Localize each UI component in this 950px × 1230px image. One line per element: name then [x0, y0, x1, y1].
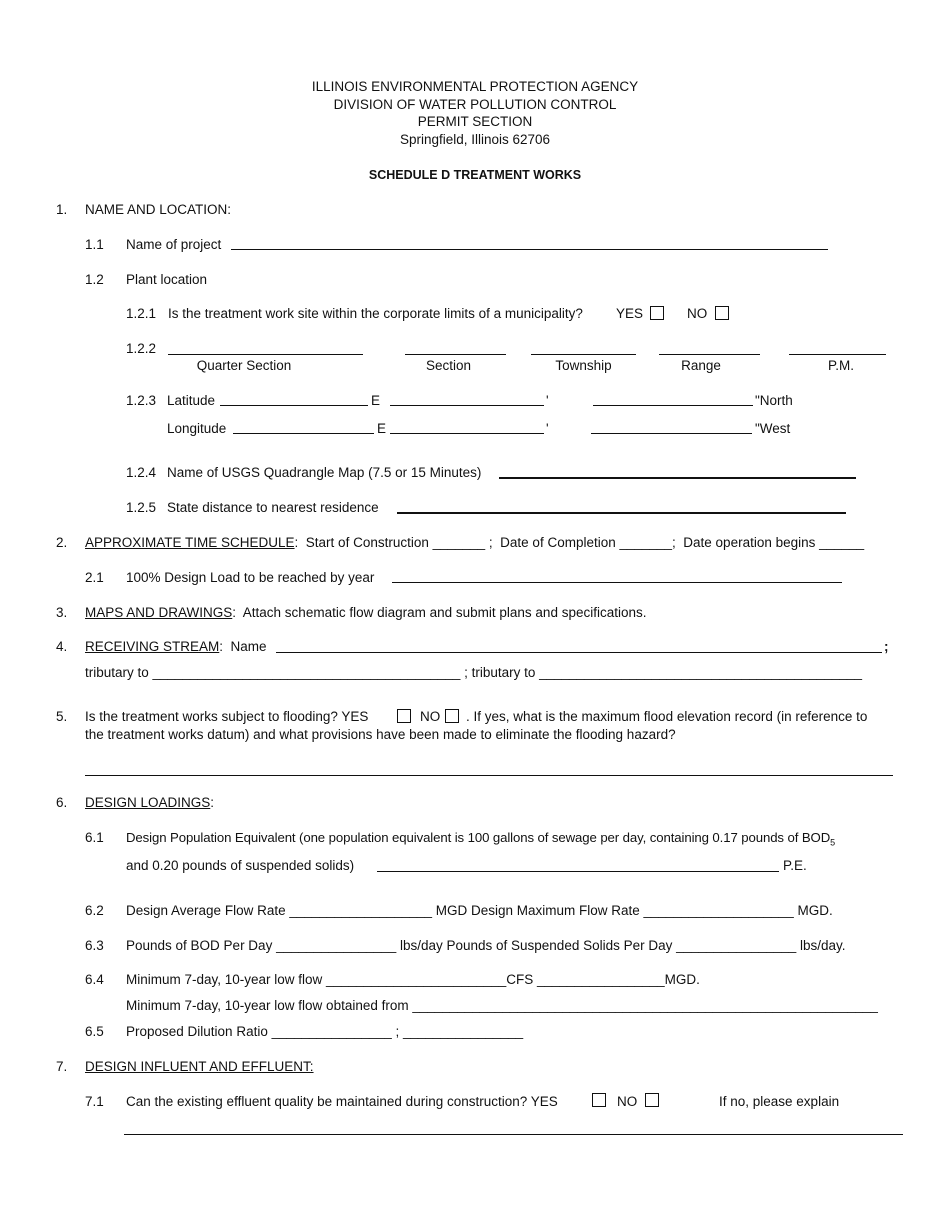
- latitude-degrees-field[interactable]: [220, 405, 368, 406]
- latitude-minute-symbol: ': [546, 393, 549, 408]
- flooding-no-label: NO: [420, 709, 441, 724]
- longitude-degrees-field[interactable]: [233, 433, 374, 434]
- longitude-minute-symbol: ': [546, 421, 549, 436]
- section-5-number: 5.: [56, 709, 68, 724]
- stream-name-field[interactable]: [276, 652, 882, 653]
- q1-1-number: 1.1: [85, 237, 104, 252]
- section-caption: Section: [425, 358, 472, 373]
- flooding-answer-field[interactable]: [85, 775, 893, 776]
- explain-label: If no, please explain: [719, 1094, 840, 1109]
- section-field[interactable]: [405, 354, 506, 355]
- city-address: Springfield, Illinois 62706: [399, 132, 551, 147]
- quarter-section-caption: Quarter Section: [196, 358, 292, 373]
- section-4-title: RECEIVING STREAM: [85, 639, 220, 654]
- form-title: SCHEDULE D TREATMENT WORKS: [368, 168, 582, 182]
- agency-name: ILLINOIS ENVIRONMENTAL PROTECTION AGENCY: [311, 79, 639, 94]
- section-2-line: [85, 535, 864, 551]
- flooding-no-checkbox[interactable]: [445, 709, 459, 723]
- section-7-title: DESIGN INFLUENT AND EFFLUENT:: [85, 1059, 314, 1074]
- township-field[interactable]: [531, 354, 636, 355]
- project-name-field[interactable]: [231, 249, 828, 250]
- north-label: "North: [755, 393, 793, 408]
- section-2-schedule-text: : Start of Construction _______ ; Date of Completion _______; Date operation begins ______: [294, 535, 865, 550]
- section-3-number: 3.: [56, 605, 68, 620]
- q1-2-5-number: 1.2.5: [126, 500, 157, 515]
- section-name: PERMIT SECTION: [417, 114, 533, 129]
- usgs-map-field[interactable]: [499, 477, 856, 479]
- q6-3-text: Pounds of BOD Per Day ________________ lbs/day Pounds of Suspended Solids Per Day ________________ lbs/day.: [126, 938, 846, 953]
- pm-field[interactable]: [789, 354, 886, 355]
- q6-1-label: [126, 830, 835, 851]
- q1-2-label: Plant location: [126, 272, 208, 287]
- effluent-no-checkbox[interactable]: [645, 1093, 659, 1107]
- q6-4-number: 6.4: [85, 972, 104, 987]
- section-2-number: 2.: [56, 535, 68, 550]
- municipality-yes-label: YES: [616, 306, 644, 321]
- q6-1-continued: and 0.20 pounds of suspended solids): [126, 858, 355, 873]
- section-3-line: [85, 605, 647, 621]
- q1-2-3-number: 1.2.3: [126, 393, 157, 408]
- section-4-line: [85, 639, 267, 655]
- longitude-seconds-field[interactable]: [591, 433, 752, 434]
- flooding-question-end: the treatment works datum) and what provisions have been made to eliminate the flooding hazard?: [85, 727, 676, 742]
- population-equivalent-field[interactable]: [377, 871, 779, 872]
- longitude-degree-symbol: E: [377, 421, 387, 436]
- q1-2-4-label: Name of USGS Quadrangle Map (7.5 or 15 Minutes): [167, 465, 482, 480]
- effluent-yes-checkbox[interactable]: [592, 1093, 606, 1107]
- q2-1-number: 2.1: [85, 570, 104, 585]
- bod-subscript: 5: [830, 837, 836, 848]
- section-3-text: : Attach schematic flow diagram and submit plans and specifications.: [232, 605, 647, 620]
- pe-unit: P.E.: [783, 858, 807, 873]
- flooding-question-continued: . If yes, what is the maximum flood elevation record (in reference to: [466, 709, 868, 724]
- q6-3-number: 6.3: [85, 938, 104, 953]
- q1-2-4-number: 1.2.4: [126, 465, 157, 480]
- latitude-minutes-field[interactable]: [390, 405, 544, 406]
- longitude-label: Longitude: [167, 421, 227, 436]
- q6-4-text: Minimum 7-day, 10-year low flow ________________________CFS _________________MGD.: [126, 972, 700, 987]
- q1-2-number: 1.2: [85, 272, 104, 287]
- q6-2-text: Design Average Flow Rate ___________________ MGD Design Maximum Flow Rate ____________________ MGD.: [126, 903, 833, 918]
- section-7-number: 7.: [56, 1059, 68, 1074]
- west-label: "West: [755, 421, 791, 436]
- municipality-no-label: NO: [687, 306, 708, 321]
- q2-1-label: 100% Design Load to be reached by year: [126, 570, 375, 585]
- q1-2-5-label: State distance to nearest residence: [167, 500, 379, 515]
- section-3-title: MAPS AND DRAWINGS: [85, 605, 233, 620]
- section-6-colon: :: [210, 795, 215, 810]
- design-load-year-field[interactable]: [392, 582, 842, 583]
- q1-2-2-number: 1.2.2: [126, 341, 157, 356]
- section-6-title: DESIGN LOADINGS: [85, 795, 211, 810]
- nearest-residence-field[interactable]: [397, 512, 846, 514]
- section-6-line: [85, 795, 214, 811]
- section-1-title: NAME AND LOCATION:: [85, 202, 232, 217]
- effluent-explanation-field[interactable]: [124, 1134, 903, 1135]
- section-2-title: APPROXIMATE TIME SCHEDULE: [85, 535, 295, 550]
- quarter-section-field[interactable]: [168, 354, 363, 355]
- latitude-seconds-field[interactable]: [593, 405, 753, 406]
- flooding-yes-checkbox[interactable]: [397, 709, 411, 723]
- q7-1-number: 7.1: [85, 1094, 104, 1109]
- range-field[interactable]: [659, 354, 760, 355]
- q6-1-text: Design Population Equivalent (one population equivalent is 100 gallons of sewage per day, containing 0.17 pounds of BOD: [126, 830, 831, 845]
- q1-2-1-label: Is the treatment work site within the corporate limits of a municipality?: [168, 306, 583, 321]
- q6-1-number: 6.1: [85, 830, 104, 845]
- section-1-number: 1.: [56, 202, 68, 217]
- latitude-label: Latitude: [167, 393, 216, 408]
- latitude-degree-symbol: E: [371, 393, 381, 408]
- longitude-minutes-field[interactable]: [390, 433, 544, 434]
- section-4-number: 4.: [56, 639, 68, 654]
- township-caption: Township: [555, 358, 612, 373]
- q6-4-source: Minimum 7-day, 10-year low flow obtained from ______________________________________________________________: [126, 998, 878, 1013]
- range-caption: Range: [681, 358, 721, 373]
- q1-2-1-number: 1.2.1: [126, 306, 157, 321]
- stream-name-semicolon: ;: [884, 639, 889, 654]
- municipality-yes-checkbox[interactable]: [650, 306, 664, 320]
- tributary-line: tributary to _________________________________________ ; tributary to ___________________________________________: [85, 665, 862, 680]
- municipality-no-checkbox[interactable]: [715, 306, 729, 320]
- division-name: DIVISION OF WATER POLLUTION CONTROL: [333, 97, 617, 112]
- q7-1-label: Can the existing effluent quality be maintained during construction? YES: [126, 1094, 558, 1109]
- effluent-no-label: NO: [617, 1094, 638, 1109]
- q6-5-number: 6.5: [85, 1024, 104, 1039]
- section-4-name-label: : Name: [219, 639, 267, 654]
- q6-5-text: Proposed Dilution Ratio ________________ ; ________________: [126, 1024, 524, 1039]
- pm-caption: P.M.: [827, 358, 854, 373]
- q6-2-number: 6.2: [85, 903, 104, 918]
- flooding-question-start: Is the treatment works subject to flooding? YES: [85, 709, 369, 724]
- q1-1-label: Name of project: [126, 237, 222, 252]
- section-6-number: 6.: [56, 795, 68, 810]
